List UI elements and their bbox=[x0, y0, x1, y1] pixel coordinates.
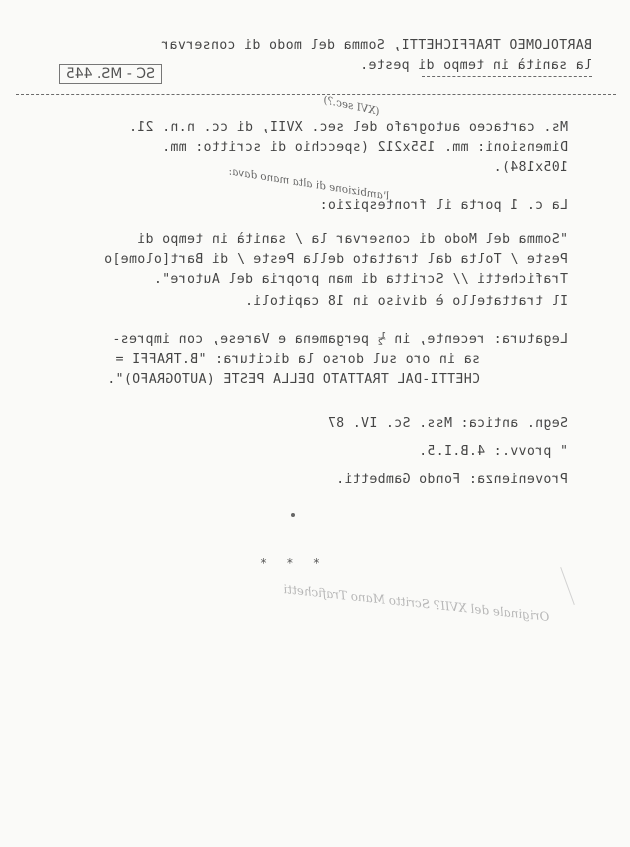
frontispiece-line-2: Peste / Tolta dal trattato della Peste / di Bart[olome]o bbox=[103, 252, 568, 267]
shelfmark-box: SC - MS. 445 bbox=[59, 64, 162, 84]
header-rule bbox=[16, 94, 616, 95]
handwritten-footnote: Originale del XVII? Scritto Mano Trafichetti bbox=[282, 582, 550, 624]
dot-mark bbox=[291, 513, 295, 517]
provisional-shelfmark: " provv.: 4.B.I.5. bbox=[418, 444, 568, 459]
separator-stars: * * * bbox=[253, 556, 320, 570]
old-shelfmark: Segn. antica: Mss. Sc. IV. 87 bbox=[327, 416, 568, 431]
handwritten-frontispiece-note: l'ambizione di alta mano dava: bbox=[227, 165, 390, 203]
binding-line-1: Legatura: recente, in ½ pergamena e Varese, con impres- bbox=[112, 332, 568, 347]
title-line-2: la sanità in tempo di peste. bbox=[359, 58, 592, 73]
frontispiece-line-1: "Somma del Modo di conservar la / sanità in tempo di bbox=[136, 232, 568, 247]
description-line-1: Ms. cartaceo autografo del sec. XVII, di cc. n.n. 21. bbox=[128, 120, 568, 135]
binding-line-2: sa in oro sul dorso la dicitura: "B.TRAFFI = bbox=[115, 352, 480, 367]
provenance: Provenienza: Fondo Gambetti. bbox=[335, 472, 568, 487]
frontispiece-line-3: Trafichetti // Scritta di man propria del Autore". bbox=[153, 272, 568, 287]
faint-mark bbox=[560, 567, 575, 605]
title-line-1: BARTOLOMEO TRAFFICHETTI, Somma del modo di conservar bbox=[160, 38, 592, 53]
binding-line-3: CHETTI-DAL TRATTATO DELLA PESTE (AUTOGRAFO)". bbox=[106, 372, 480, 387]
title-underline bbox=[422, 76, 592, 77]
description-line-4: La c. 1 porta il frontespizio: bbox=[319, 198, 568, 213]
description-line-3: 105x184). bbox=[493, 160, 568, 175]
description-line-2: Dimensioni: mm. 155x212 (specchio di scritto: mm. bbox=[161, 140, 568, 155]
chapters-line: Il trattatello è diviso in 18 capitoli. bbox=[244, 294, 568, 309]
handwritten-date-note: (XVI sec.?) bbox=[322, 94, 381, 118]
